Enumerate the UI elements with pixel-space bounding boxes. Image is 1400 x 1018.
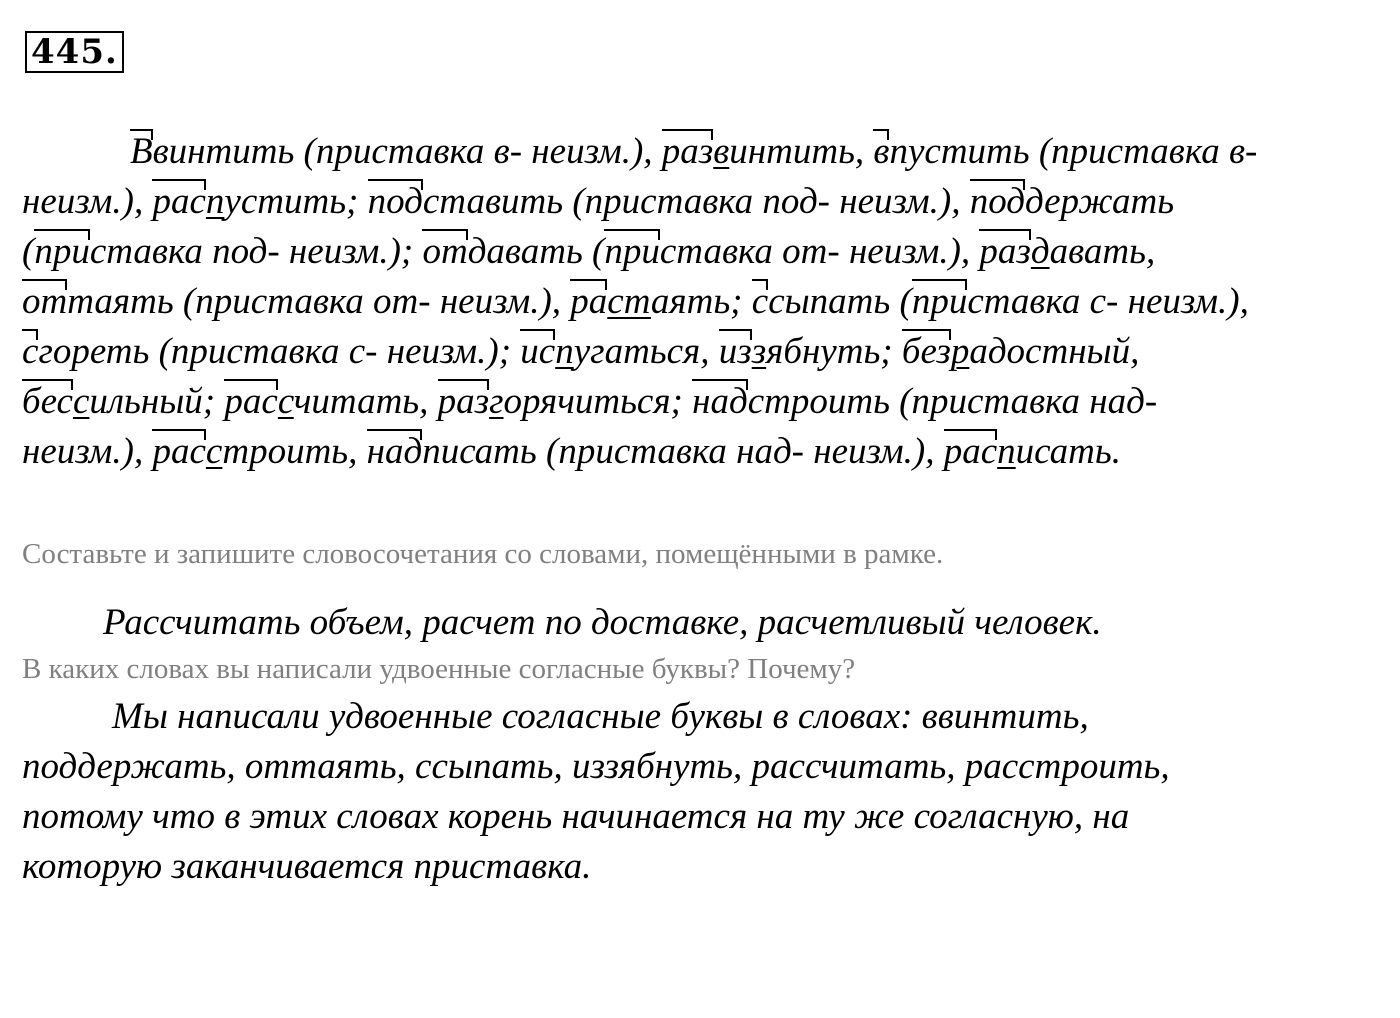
answer-line-7: неизм.), расстроить, надписать (приставка над- неизм.), расписать. bbox=[22, 431, 1121, 472]
answer-2: Рассчитать объем, расчет по доставке, расчетливый человек. bbox=[103, 602, 1102, 643]
answer-line-3: (приставка под- неизм.); отдавать (приставка от- неизм.), раздавать, bbox=[22, 231, 1156, 272]
prefix-mark: с bbox=[22, 331, 39, 372]
answer-line-1: Ввинтить (приставка в- неизм.), развинтить, впустить (приставка в- bbox=[130, 131, 1258, 172]
prefix-mark: в bbox=[873, 131, 890, 172]
prefix-mark: под bbox=[367, 181, 423, 222]
prefix-mark: В bbox=[130, 131, 153, 172]
prefix-mark: с bbox=[751, 281, 769, 322]
prefix-mark: раз bbox=[661, 131, 714, 172]
prefix-mark: рас bbox=[152, 431, 206, 472]
prefix-mark: над bbox=[366, 431, 423, 472]
prefix-mark: при bbox=[604, 231, 660, 272]
prefix-mark: ра bbox=[570, 281, 608, 322]
answer-line-2: неизм.), распустить; подставить (приставка под- неизм.), поддержать bbox=[22, 181, 1175, 222]
prefix-mark: рас bbox=[224, 381, 278, 422]
answer-3-line-3: потому что в этих словах корень начинается на ту же согласную, на bbox=[22, 796, 1130, 837]
prefix-mark: под bbox=[969, 181, 1025, 222]
answer-3-line-1: Мы написали удвоенные согласные буквы в словах: ввинтить, bbox=[112, 696, 1089, 737]
prefix-mark: рас bbox=[943, 431, 998, 472]
prefix-mark: рас bbox=[152, 181, 206, 222]
prefix-mark: бес bbox=[22, 381, 73, 422]
task-3-question: В каких словах вы написали удвоенные согласные буквы? Почему? bbox=[22, 653, 856, 685]
prefix-mark: раз bbox=[979, 231, 1031, 272]
prefix-mark: при bbox=[34, 231, 90, 272]
prefix-mark: при bbox=[911, 281, 968, 322]
answer-line-5: сгореть (приставка с- неизм.); испугаться, иззябнуть; безрадостный, bbox=[22, 331, 1140, 372]
prefix-mark: над bbox=[692, 381, 748, 422]
prefix-mark: от bbox=[422, 231, 468, 272]
exercise-number: 445. bbox=[25, 31, 124, 73]
answer-line-6: бессильный; рассчитать, разгорячиться; надстроить (приставка над- bbox=[22, 381, 1158, 422]
prefix-mark: раз bbox=[437, 381, 490, 422]
prefix-mark: ис bbox=[520, 331, 556, 372]
prefix-mark: из bbox=[718, 331, 752, 372]
prefix-mark: без bbox=[901, 331, 951, 372]
prefix-mark: от bbox=[22, 281, 68, 322]
answer-3-line-4: которую заканчивается приставка. bbox=[22, 846, 592, 887]
task-2-instruction: Составьте и запишите словосочетания со словами, помещёнными в рамке. bbox=[22, 538, 944, 570]
answer-3-line-2: поддержать, оттаять, ссыпать, иззябнуть, рассчитать, расстроить, bbox=[22, 746, 1170, 787]
answer-line-4: оттаять (приставка от- неизм.), растаять; ссыпать (приставка с- неизм.), bbox=[22, 281, 1249, 322]
